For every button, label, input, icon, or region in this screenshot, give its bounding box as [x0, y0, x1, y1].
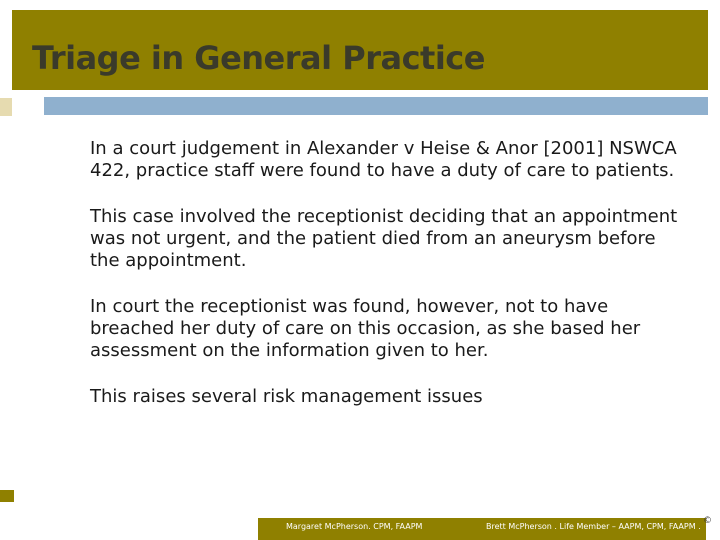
- paragraph-1: In a court judgement in Alexander v Heise & Anor [2001] NSWCA 422, practice staff were found to have a duty of care to patients.: [90, 138, 677, 181]
- paragraph-4: This raises several risk management issues: [90, 386, 483, 407]
- accent-rule: [44, 97, 708, 115]
- title-bar: [12, 10, 708, 90]
- slide-title: Triage in General Practice: [32, 39, 485, 77]
- paragraph-2: This case involved the receptionist deciding that an appointment was not urgent, and the patient died from an aneurysm before the appointment.: [90, 206, 678, 271]
- slide-body: [90, 138, 680, 432]
- footer-right-credit: Brett McPherson . Life Member – AAPM, CPM, FAAPM .: [486, 522, 701, 531]
- paragraph-3: In court the receptionist was found, however, not to have breached her duty of care on this occasion, as she based her assessment on the information given to her.: [90, 296, 641, 361]
- footer-left-credit: Margaret McPherson. CPM, FAAPM: [286, 522, 423, 531]
- copyright-symbol: ©: [703, 516, 712, 526]
- accent-square: [0, 98, 12, 116]
- footer-left-square: [0, 490, 14, 502]
